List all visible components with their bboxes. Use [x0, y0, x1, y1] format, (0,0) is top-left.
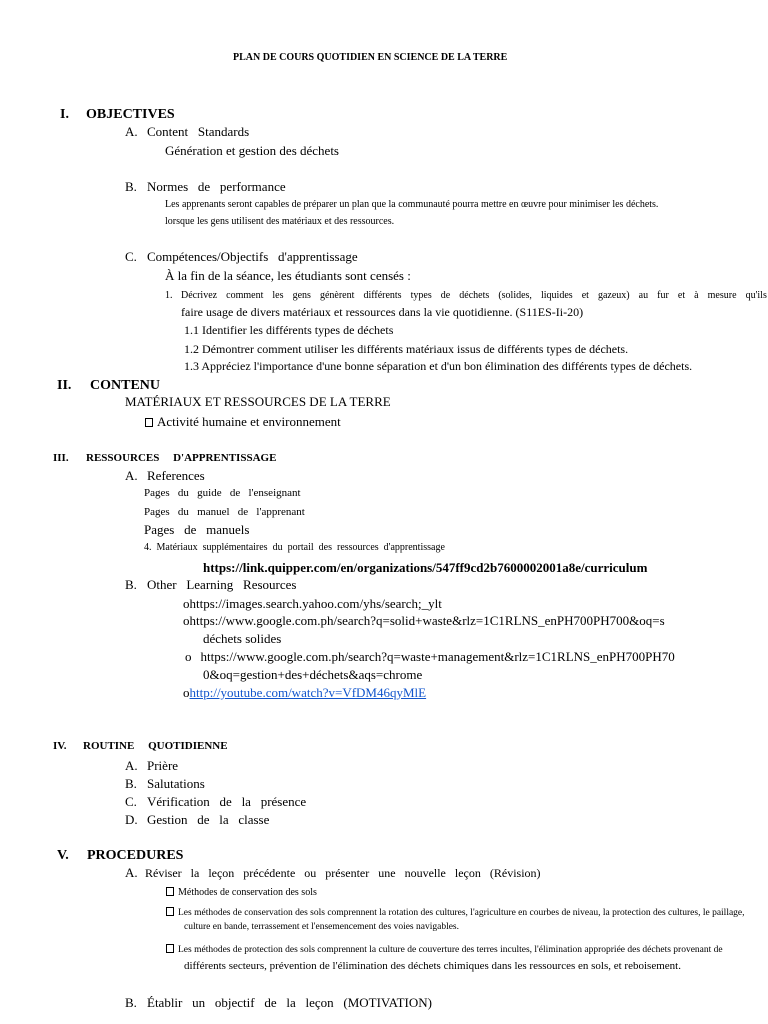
other-resources-heading: Other Learning Resources	[147, 577, 297, 592]
objective-1-2: 1.2 Démontrer comment utiliser les différents matériaux issus de différents types de déchets.	[184, 342, 629, 356]
content-subtopic-text: Activité humaine et environnement	[157, 414, 341, 429]
section-2-heading: CONTENU	[90, 378, 161, 393]
procedure-point-3-continued: différents secteurs, prévention de l'élimination des déchets chimiques dans les ressources en sols, et reboisement.	[184, 960, 681, 972]
procedure-point-2-continued: culture en bande, terrassement et l'ensemencement des voies navigables.	[184, 922, 459, 932]
checkbox-icon	[166, 944, 174, 953]
routine-item-text: Prière	[147, 758, 179, 773]
procedure-b-text: Établir un objectif de la leçon (MOTIVATION)	[147, 995, 432, 1010]
references-heading: References	[147, 468, 205, 483]
section-4-heading: ROUTINE QUOTIDIENNE	[83, 740, 228, 752]
bullet-icon: o	[185, 649, 192, 664]
section-3-heading: RESSOURCES D'APPRENTISSAGE	[86, 452, 277, 464]
procedure-a-letter: A.	[125, 865, 138, 880]
objective-1-word: comment	[226, 290, 264, 301]
resource-link-2-continued[interactable]: déchets solides	[203, 631, 282, 646]
section-4-number: IV.	[53, 740, 67, 752]
objective-1-word: à	[694, 290, 699, 301]
resource-link-4[interactable]	[183, 686, 426, 701]
procedure-point-1-text: Méthodes de conservation des sols	[178, 887, 317, 898]
objective-1-line-1	[181, 290, 767, 302]
routine-item-text: Salutations	[147, 776, 205, 791]
objective-1-word: différents	[363, 290, 402, 301]
references-letter: A.	[125, 468, 138, 483]
section-2-number: II.	[57, 378, 72, 393]
section-5-heading: PROCEDURES	[87, 848, 184, 863]
objective-1-word: et	[581, 290, 589, 301]
objective-1-line-2: faire usage de divers matériaux et ressources dans la vie quotidienne. (S11ES-Ii-20)	[181, 305, 584, 319]
procedure-point-3	[166, 944, 723, 956]
item-c-letter: C.	[125, 249, 137, 264]
reference-teacher-guide: Pages du guide de l'enseignant	[144, 487, 301, 499]
objective-1-3: 1.3 Appréciez l'importance d'une bonne séparation et d'un bon élimination des différents types de déchets.	[184, 359, 693, 373]
checkbox-icon	[145, 418, 153, 427]
routine-item-letter: C.	[125, 794, 137, 809]
reference-learner-manual: Pages du manuel de l'apprenant	[144, 506, 305, 518]
performance-text-line-2: lorsque les gens utilisent des matériaux et des ressources.	[165, 216, 395, 227]
item-b-letter: B.	[125, 179, 137, 194]
item-a-letter: A.	[125, 124, 138, 139]
bullet-icon: o	[183, 613, 190, 628]
quipper-url[interactable]: https://link.quipper.com/en/organizations/547ff9cd2b7600002001a8e/curriculum	[203, 560, 648, 575]
objective-1-word: (solides,	[498, 290, 532, 301]
resource-link-3-continued[interactable]: 0&oq=gestion+des+déchets&aqs=chrome	[203, 667, 423, 682]
content-topic: MATÉRIAUX ET RESSOURCES DE LA TERRE	[125, 394, 391, 409]
routine-item-letter: B.	[125, 776, 137, 791]
procedure-point-2	[166, 907, 745, 919]
section-3-number: III.	[53, 452, 69, 464]
objective-1-word: qu'ils	[745, 290, 767, 301]
objective-1-word: génèrent	[319, 290, 355, 301]
content-standards-text: Génération et gestion des déchets	[165, 143, 339, 158]
bullet-icon: o	[183, 596, 190, 611]
objective-1-word: mesure	[707, 290, 737, 301]
competencies-heading: Compétences/Objectifs d'apprentissage	[147, 249, 358, 264]
objective-1-word: déchets	[459, 290, 490, 301]
bullet-icon: o	[183, 685, 190, 700]
objective-1-word: au	[638, 290, 649, 301]
procedure-a-text: Réviser la leçon précédente ou présenter une nouvelle leçon (Révision)	[145, 866, 541, 880]
resource-link-2-text[interactable]: https://www.google.com.ph/search?q=solid+waste&rlz=1C1RLNS_enPH700PH700&oq=s	[189, 613, 665, 628]
content-standards-heading: Content Standards	[147, 124, 250, 139]
objective-1-word: types	[410, 290, 432, 301]
checkbox-icon	[166, 907, 174, 916]
document-title: PLAN DE COURS QUOTIDIEN EN SCIENCE DE LA TERRE	[233, 52, 508, 63]
resource-link-1[interactable]	[183, 597, 442, 612]
checkbox-icon	[166, 887, 174, 896]
competencies-intro: À la fin de la séance, les étudiants sont censés :	[165, 268, 411, 283]
resource-link-3[interactable]	[185, 650, 675, 665]
performance-standards-heading: Normes de performance	[147, 179, 286, 194]
objective-1-word: Décrivez	[181, 290, 218, 301]
youtube-link[interactable]: http://youtube.com/watch?v=VfDM46qyMlE	[189, 685, 427, 700]
routine-item-text: Vérification de la présence	[147, 794, 307, 809]
other-resources-letter: B.	[125, 577, 137, 592]
resource-link-1-text[interactable]: https://images.search.yahoo.com/yhs/search;_ylt	[189, 596, 442, 611]
routine-item-letter: D.	[125, 812, 138, 827]
objective-1-1: 1.1 Identifier les différents types de déchets	[184, 323, 394, 337]
resource-link-3-text[interactable]: https://www.google.com.ph/search?q=waste+management&rlz=1C1RLNS_enPH700PH70	[200, 649, 675, 664]
section-1-heading: OBJECTIVES	[86, 107, 175, 122]
procedure-b-letter: B.	[125, 995, 137, 1010]
routine-item-text: Gestion de la classe	[147, 812, 270, 827]
reference-supplementary: 4. Matériaux supplémentaires du portail des ressources d'apprentissage	[144, 542, 445, 553]
objective-1-word: liquides	[540, 290, 573, 301]
procedure-point-2-text: Les méthodes de conservation des sols comprennent la rotation des cultures, l'agriculture en courbes de niveau, la protection des cultures, le paillage,	[178, 908, 745, 918]
routine-item-letter: A.	[125, 758, 138, 773]
objective-1-number: 1.	[165, 290, 173, 301]
resource-link-2[interactable]	[183, 614, 665, 629]
objective-1-word: et	[677, 290, 686, 301]
section-5-number: V.	[57, 848, 69, 863]
section-1-number: I.	[60, 107, 69, 122]
objective-1-word: gazeux)	[597, 290, 630, 301]
reference-textbook: Pages de manuels	[144, 522, 250, 537]
objective-1-word: fur	[657, 290, 669, 301]
objective-1-word: les	[272, 290, 284, 301]
content-subtopic	[145, 415, 341, 430]
procedure-point-3-text: Les méthodes de protection des sols comprennent la culture de couverture des terres incultes, l'élimination appropriée des déchets provenant de	[178, 945, 723, 955]
objective-1-word: de	[440, 290, 451, 301]
performance-text-line-1: Les apprenants seront capables de préparer un plan que la communauté pourra mettre en œuvre pour minimiser les déchets.	[165, 199, 659, 210]
procedure-point-1	[166, 887, 317, 899]
objective-1-word: gens	[292, 290, 311, 301]
